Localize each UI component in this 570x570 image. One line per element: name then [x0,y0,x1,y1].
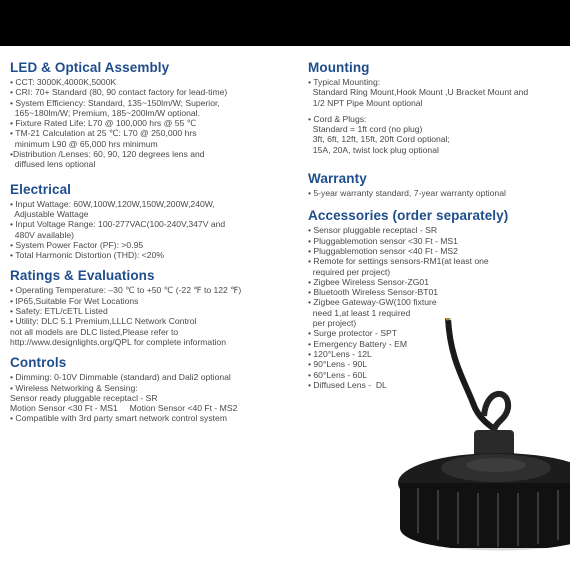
spec-line: minimum L90 @ 65,000 hrs minimum [10,138,158,149]
spec-line: 3ft, 6ft, 12ft, 15ft, 20ft Cord optional; [308,134,450,145]
spec-line: • Compatible with 3rd party smart network control system [10,413,227,424]
spec-line: 1/2 NPT Pipe Mount optional [308,97,423,108]
spec-line: • TM-21 Calculation at 25 ℃: L70 @ 250,000 hrs [10,128,197,139]
bottom-shadow [378,548,570,570]
spec-line: Standard Ring Mount,Hook Mount ,U Bracket Mount and [308,87,529,98]
spec-line: • CCT: 3000K,4000K,5000K [10,77,117,87]
section-lines [10,77,298,170]
spec-line: • CRI: 70+ Standard (80, 90 contact factory for lead-time) [10,87,228,98]
spec-line: diffused lens optional [10,159,96,170]
power-cord [448,318,496,430]
spec-line: • Fixture Rated Life: L70 @ 100,000 hrs @ 55 ℃ [10,118,197,129]
spec-line: • System Power Factor (PF): >0.95 [10,239,144,250]
spec-line: • Typical Mounting: [308,77,381,87]
spec-line: • Pluggablemotion sensor <40 Ft - MS2 [308,245,458,256]
left-column [10,60,298,424]
spec-line: •Distribution /Lenses: 60, 90, 120 degrees lens and [10,149,205,160]
spec-line: • Cord & Plugs: [308,113,367,124]
spec-line: 480V available) [10,229,75,240]
section-lines [10,285,298,347]
spec-line: • Zigbee Gateway-GW(100 fixture [308,297,437,308]
spec-line: • Safety: ETL/cETL Listed [10,306,108,317]
left-section-3 [10,355,298,423]
spec-line: • Emergency Battery - EM [308,338,408,349]
section-title: LED & Optical Assembly [10,60,170,75]
section-title: Controls [10,355,67,371]
spec-line: • IP65,Suitable For Wet Locations [10,295,139,306]
top-black-band [0,0,570,46]
spec-line: • 90°Lens - 90L [308,359,368,370]
spec-line: 165~180lm/W; Premium, 185~200lm/W optional. [10,107,200,118]
section-lines [10,372,298,423]
spec-line: required per project) [308,266,391,277]
spec-line: not all models are DLC listed,Please refer to [10,326,179,337]
spec-line: per project) [308,318,357,329]
spec-line: • 60°Lens - 60L [308,369,368,380]
spec-line: • 120°Lens - 12L [308,348,372,359]
spec-line: Sensor ready pluggable receptacl - SR [10,392,158,403]
spec-line: need 1,at least 1 required [308,307,411,318]
right-section-1 [308,171,566,198]
section-title: Warranty [308,171,367,187]
spec-line: • Input Voltage Range: 100-277VAC(100-240V,347V and [10,219,226,230]
spec-line: • Pluggablemotion sensor <30 Ft - MS1 [308,235,458,246]
left-section-1 [10,182,298,261]
spec-line: Motion Sensor <30 Ft - MS1 Motion Sensor <40 Ft - MS2 [10,403,238,414]
right-section-0 [308,60,566,155]
fixture-housing [400,483,570,551]
spec-line: • System Efficiency: Standard, 135~150lm/W; Superior, [10,97,220,108]
spec-line: • Zigbee Wireless Sensor-ZG01 [308,276,429,287]
section-title: Ratings & Evaluations [10,268,155,284]
spec-line: Standard = 1ft cord (no plug) [308,124,423,135]
spec-line: • Input Wattage: 60W,100W,120W,150W,200W,240W, [10,198,215,209]
spec-line: • Remote for settings sensors-RM1(at least one [308,256,489,267]
left-section-0 [10,60,298,170]
section-lines [308,77,566,155]
spec-line: 15A, 20A, twist lock plug optional [308,144,439,155]
spec-line: • Utility: DLC 5.1 Premium,LLLC Network Control [10,316,197,327]
section-title: Mounting [308,60,370,75]
section-lines [10,199,298,261]
spec-line: • Dimming: 0-10V Dimmable (standard) and Dali2 optional [10,372,231,383]
spec-line: • Surge protector - SPT [308,328,397,339]
spec-line: • Sensor pluggable receptacl - SR [308,225,438,236]
spec-line: • Diffused Lens - DL [308,379,387,390]
spec-line: Adjustable Wattage [10,208,89,219]
spec-line: • Wireless Networking & Sensing: [10,382,138,393]
spec-line: http://www.designlights.org/QPL for complete information [10,336,227,347]
section-lines [308,188,566,198]
section-title: Accessories (order separately) [308,208,509,224]
section-title: Electrical [10,181,72,197]
spec-line: • Operating Temperature: –30 ℃ to +50 ℃ (-22 ℉ to 122 ℉) [10,285,242,296]
spec-line: • Bluetooth Wireless Sensor-BT01 [308,287,439,298]
spec-line: • 5-year warranty standard, 7-year warranty optional [308,188,506,199]
spec-line: • Total Harmonic Distortion (THD): <20% [10,250,165,261]
ufo-high-bay-light-icon [378,318,570,570]
left-section-2 [10,268,298,347]
wire-ends-icon [440,318,454,320]
